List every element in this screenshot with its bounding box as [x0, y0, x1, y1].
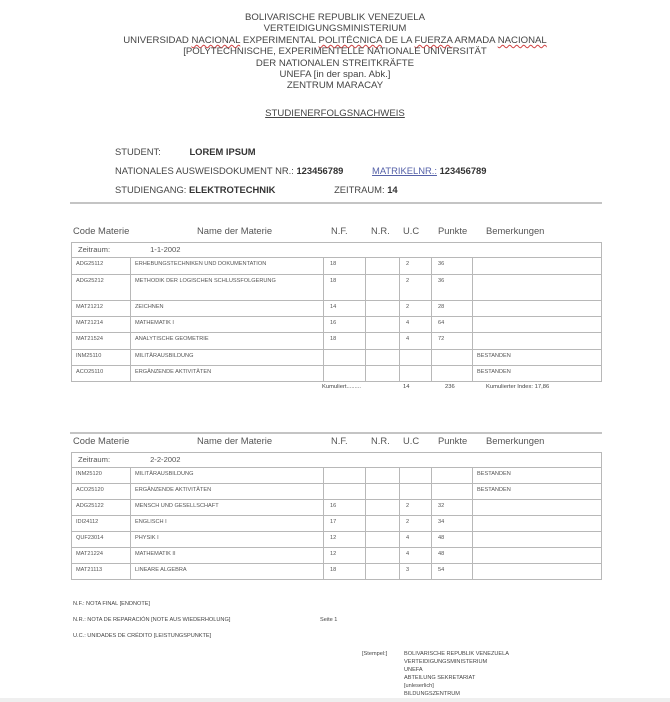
cell-nf: 18 [324, 333, 366, 350]
period-cell [72, 243, 602, 258]
cell-punkte: 48 [432, 548, 473, 564]
cell-punkte: 36 [432, 275, 473, 301]
cell-punkte: 48 [432, 532, 473, 548]
student-name: LOREM IPSUM [189, 146, 256, 157]
stamp-line: VERTEIDIGUNGSMINISTERIUM [404, 659, 488, 666]
cell-name: ERHEBUNGSTECHNIKEN UND DOKUMENTATION [131, 258, 324, 275]
cell-name: MATHEMATIK I [131, 317, 324, 333]
period-date: 2-2-2002 [150, 455, 181, 464]
letterhead-line: UNEFA [in der span. Abk.] [279, 69, 391, 81]
col-header-punkte: Punkte [438, 435, 468, 446]
cell-nr [366, 258, 400, 275]
cell-uc [400, 468, 432, 484]
col-header-uc: U.C [403, 225, 420, 236]
table-row [72, 548, 602, 564]
text-fragment: ARMADA [452, 34, 498, 46]
period-label: Zeitraum: [78, 245, 111, 254]
cell-code: INM25120 [72, 468, 131, 484]
id-value: 123456789 [296, 165, 344, 176]
cell-uc: 4 [400, 333, 432, 350]
stamp-line: BOLIVARISCHE REPUBLIK VENEZUELA [404, 651, 509, 657]
cell-nr [366, 500, 400, 516]
cell-punkte [432, 350, 473, 366]
cell-name: ERGÄNZENDE AKTIVITÄTEN [131, 366, 324, 382]
letterhead-line: ZENTRUM MARACAY [286, 80, 384, 92]
spellcheck-word: FUERZA [414, 34, 453, 46]
cell-remark [473, 333, 602, 350]
stamp-line: BILDUNGSZENTRUM [404, 691, 460, 698]
cell-code: IDI24112 [72, 516, 131, 532]
cell-punkte: 64 [432, 317, 473, 333]
matrikel-label: MATRIKELNR.: [372, 165, 437, 176]
program-label: STUDIENGANG: [115, 184, 187, 195]
cumulative-index-value: 17,86 [534, 384, 550, 390]
table-row [72, 258, 602, 275]
col-header-uc: U.C [403, 435, 420, 446]
cell-remark: BESTANDEN [473, 366, 602, 382]
table-row [72, 564, 602, 580]
cumulative-index-label: Kumulierter Index: [486, 384, 534, 390]
legend-nr: N.R.: NOTA DE REPARACIÓN [NOTE AUS WIEDERHOLUNG] [73, 617, 231, 623]
cell-nf [324, 366, 366, 382]
cell-name: ZEICHNEN [131, 301, 324, 317]
divider [70, 432, 602, 434]
cell-nr [366, 532, 400, 548]
table-row [72, 516, 602, 532]
cell-code: MAT21214 [72, 317, 131, 333]
letterhead [0, 12, 670, 92]
table-row [72, 484, 602, 500]
spellcheck-word: NACIONAL [191, 34, 241, 46]
student-row [115, 146, 256, 157]
stamp-lines [404, 650, 509, 699]
col-header-bemerkungen: Bemerkungen [486, 225, 545, 236]
page-bottom-edge [0, 698, 670, 702]
cell-nf: 12 [324, 548, 366, 564]
cell-uc: 4 [400, 548, 432, 564]
cell-code: ADG25112 [72, 258, 131, 275]
table-row [72, 350, 602, 366]
cell-name: MILITÄRAUSBILDUNG [131, 350, 324, 366]
cell-punkte: 28 [432, 301, 473, 317]
table-row [72, 500, 602, 516]
cell-nf: 17 [324, 516, 366, 532]
table-row [72, 275, 602, 301]
cell-nr [366, 564, 400, 580]
col-header-punkte: Punkte [438, 225, 468, 236]
cell-remark [473, 532, 602, 548]
stamp-line: UNEFA [404, 667, 423, 674]
table-row [72, 333, 602, 350]
text-fragment: DE LA [382, 34, 415, 46]
period-row [72, 453, 602, 468]
cell-name: ENGLISCH I [131, 516, 324, 532]
cell-code: QUF23014 [72, 532, 131, 548]
table-row [72, 317, 602, 333]
period-row [72, 243, 602, 258]
cell-nr [366, 350, 400, 366]
period-cell [72, 453, 602, 468]
spellcheck-word: NACIONAL [497, 34, 547, 46]
cell-nr [366, 333, 400, 350]
period-date: 1-1-2002 [150, 245, 181, 254]
cell-name: PHYSIK I [131, 532, 324, 548]
cell-uc: 2 [400, 516, 432, 532]
cell-uc: 2 [400, 500, 432, 516]
program-value: ELEKTROTECHNIK [188, 184, 276, 195]
col-header-bemerkungen: Bemerkungen [486, 435, 545, 446]
cell-nr [366, 275, 400, 301]
cumulative-index [486, 384, 549, 390]
cell-punkte: 36 [432, 258, 473, 275]
cell-remark [473, 317, 602, 333]
document-title: STUDIENERFOLGSNACHWEIS [265, 108, 405, 119]
table-row [72, 366, 602, 382]
cell-code: MAT21224 [72, 548, 131, 564]
cell-uc: 2 [400, 258, 432, 275]
cell-name: MENSCH UND GESELLSCHAFT [131, 500, 324, 516]
cell-remark [473, 564, 602, 580]
cell-remark: BESTANDEN [473, 484, 602, 500]
cell-name: ERGÄNZENDE AKTIVITÄTEN [131, 484, 324, 500]
stamp-line: ABTEILUNG SEKRETARIAT [404, 675, 476, 682]
stamp-label: [Stempel:] [362, 651, 388, 657]
letterhead-line: [POLYTECHNISCHE, EXPERIMENTELLE NATIONALE UNIVERSITÄT [183, 46, 487, 58]
cell-nf: 18 [324, 258, 366, 275]
text-fragment: EXPERIMENTAL [240, 34, 319, 46]
cell-name: MILITÄRAUSBILDUNG [131, 468, 324, 484]
spellcheck-word: POLITÉCNICA [318, 34, 382, 46]
cell-name: LINEARE ALGEBRA [131, 564, 324, 580]
cell-nf: 14 [324, 301, 366, 317]
matrikel-value: 123456789 [439, 165, 487, 176]
cell-punkte: 54 [432, 564, 473, 580]
letterhead-line: DER NATIONALEN STREITKRÄFTE [255, 57, 415, 69]
col-header-nf: N.F. [331, 225, 348, 236]
col-header-code: Code Materie [73, 225, 130, 236]
cell-nf [324, 350, 366, 366]
cell-code: ACO25110 [72, 366, 131, 382]
cell-nf [324, 484, 366, 500]
cell-remark [473, 500, 602, 516]
cell-nr [366, 548, 400, 564]
cell-code: MAT21113 [72, 564, 131, 580]
cell-code: MAT21524 [72, 333, 131, 350]
cell-name: MATHEMATIK II [131, 548, 324, 564]
cell-nr [366, 301, 400, 317]
cumulative-label: Kumuliert......... [322, 384, 361, 390]
period-label: Zeitraum: [78, 455, 111, 464]
cell-code: ADG25122 [72, 500, 131, 516]
legend-nf: N.F.: NOTA FINAL [ENDNOTE] [73, 601, 151, 607]
cell-uc: 3 [400, 564, 432, 580]
table-row [72, 532, 602, 548]
cell-remark: BESTANDEN [473, 350, 602, 366]
cell-uc [400, 350, 432, 366]
cell-punkte: 72 [432, 333, 473, 350]
cell-nf: 18 [324, 275, 366, 301]
cell-uc [400, 484, 432, 500]
page-number: Seite 1 [320, 617, 338, 623]
cell-nr [366, 468, 400, 484]
cell-remark [473, 258, 602, 275]
cumulative-uc-total: 14 [403, 384, 410, 390]
letterhead-university-line [0, 35, 670, 46]
stamp-line: [unleserlich] [404, 683, 434, 690]
cell-punkte: 32 [432, 500, 473, 516]
col-header-nf: N.F. [331, 435, 348, 446]
cell-name: ANALYTISCHE GEOMETRIE [131, 333, 324, 350]
cell-nf: 18 [324, 564, 366, 580]
col-header-name: Name der Materie [197, 225, 273, 236]
period-value: 14 [387, 184, 398, 195]
student-label: STUDENT: [115, 146, 161, 157]
cell-punkte [432, 468, 473, 484]
cell-uc: 4 [400, 532, 432, 548]
col-header-nr: N.R. [371, 435, 390, 446]
period-label: ZEITRAUM: [334, 184, 385, 195]
table-row [72, 301, 602, 317]
cell-uc [400, 366, 432, 382]
col-header-nr: N.R. [371, 225, 390, 236]
id-row [115, 165, 487, 176]
cell-nf: 16 [324, 317, 366, 333]
cell-code: MAT21212 [72, 301, 131, 317]
text-fragment: UNIVERSIDAD [123, 34, 192, 46]
id-label: NATIONALES AUSWEISDOKUMENT NR.: [115, 165, 294, 176]
letterhead-line: BOLIVARISCHE REPUBLIK VENEZUELA [244, 12, 426, 23]
cell-uc: 4 [400, 317, 432, 333]
cell-nf [324, 468, 366, 484]
cell-uc: 2 [400, 301, 432, 317]
cell-remark [473, 548, 602, 564]
grades-table-period-1 [71, 242, 602, 382]
cell-code: ACO25120 [72, 484, 131, 500]
cell-remark [473, 516, 602, 532]
col-header-code: Code Materie [73, 435, 130, 446]
grades-table-period-2 [71, 452, 602, 580]
divider [70, 202, 602, 204]
cell-nf: 16 [324, 500, 366, 516]
cell-code: ADG25212 [72, 275, 131, 301]
cell-punkte [432, 366, 473, 382]
cell-nr [366, 516, 400, 532]
cell-nr [366, 484, 400, 500]
cell-nr [366, 317, 400, 333]
cell-code: INM25110 [72, 350, 131, 366]
cell-remark [473, 275, 602, 301]
cell-nr [366, 366, 400, 382]
col-header-name: Name der Materie [197, 435, 273, 446]
program-row [115, 184, 398, 195]
cell-nf: 12 [324, 532, 366, 548]
cell-name: METHODIK DER LOGISCHEN SCHLUSSFOLGERUNG [131, 275, 324, 301]
cell-remark: BESTANDEN [473, 468, 602, 484]
cumulative-punkte-total: 236 [445, 384, 455, 390]
cell-uc: 2 [400, 275, 432, 301]
legend-uc: U.C.: UNIDADES DE CRÉDITO [LEISTUNGSPUNKTE] [73, 633, 212, 639]
table-row [72, 468, 602, 484]
cell-punkte: 34 [432, 516, 473, 532]
cell-remark [473, 301, 602, 317]
letterhead-line: VERTEIDIGUNGSMINISTERIUM [263, 23, 407, 35]
cell-punkte [432, 484, 473, 500]
